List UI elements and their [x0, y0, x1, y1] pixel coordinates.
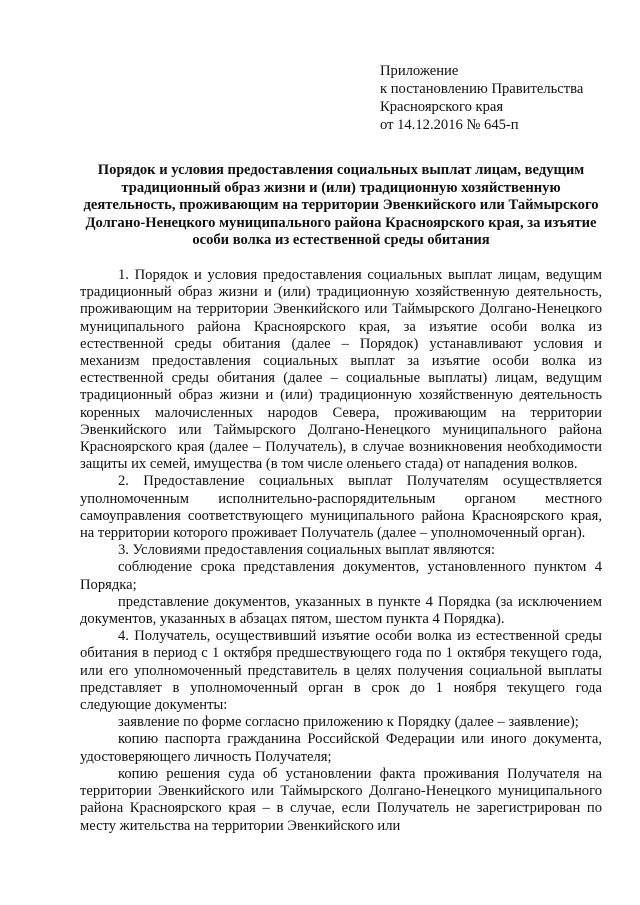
paragraph-4-document-2: копию паспорта гражданина Российской Федерации или иного документа, удостоверяющего личность Получателя; — [80, 731, 602, 765]
paragraph-4-document-1: заявление по форме согласно приложению к Порядку (далее – заявление); — [118, 714, 579, 731]
appendix-line-3: Красноярского края — [380, 99, 504, 115]
paragraph-4: 4. Получатель, осуществивший изъятие особи волка из естественной среды обитания в период с 1 октября предшествующего года по 1 октября текущего года, или его уполномоченный представитель в целях получения социальной выплаты представляет в уполномоченный орган в срок до 1 ноября текущего года следующие документы: — [80, 628, 602, 714]
appendix-block — [380, 62, 620, 134]
appendix-line-2: к постановлению Правительства — [380, 81, 584, 97]
document-title: Порядок и условия предоставления социальных выплат лицам, ведущим традиционный образ жизни и (или) традиционную хозяйственную деятельность, проживающим на территории Эвенкийского или Таймырского Долгано-Ненецкого муниципального района Красноярского края, за изъятие особи волка из естественной среды обитания — [83, 162, 599, 248]
paragraph-2: 2. Предоставление социальных выплат Получателям осуществляется уполномоченным исполнительно-распорядительным органом местного самоуправления соответствующего муниципального района Красноярского края, на территории которого проживает Получатель (далее – уполномоченный орган). — [80, 473, 602, 542]
appendix-line-1: Приложение — [380, 63, 459, 79]
paragraph-3-condition-2: представление документов, указанных в пункте 4 Порядка (за исключением документов, указанных в абзацах пятом, шестом пункта 4 Порядка). — [80, 593, 602, 628]
paragraph-1: 1. Порядок и условия предоставления социальных выплат лицам, ведущим традиционный образ жизни и (или) традиционную хозяйственную деятельность, проживающим на территории Эвенкийского или Таймырского Долгано-Ненецкого муниципального района Красноярского края, за изъятие особи волка из естественной среды обитания (далее – Порядок) устанавливают условия и механизм предоставления социальных выплат за изъятие особи волка из естественной среды обитания (далее – социальные выплаты) лицам, ведущим традиционный образ жизни и (или) традиционную хозяйственную деятельность коренных малочисленных народов Севера, проживающим на территории Эвенкийского или Таймырского Долгано-Ненецкого муниципального района Красноярского края (далее – Получатель), в случае возникновения необходимости защиты их семей, имущества (в том числе оленьего стада) от нападения волков. — [80, 267, 602, 473]
appendix-line-4: от 14.12.2016 № 645-п — [380, 117, 519, 133]
document-body — [80, 267, 602, 835]
paragraph-3: 3. Условиями предоставления социальных выплат являются: — [118, 542, 496, 559]
paragraph-4-document-3: копию решения суда об установлении факта проживания Получателя на территории Эвенкийского или Таймырского Долгано-Ненецкого муниципального района Красноярского края – в случае, если Получатель не зарегистрирован по месту жительства на территории Эвенкийского или — [80, 765, 602, 834]
paragraph-3-condition-1: соблюдение срока представления документов, установленного пунктом 4 Порядка; — [80, 559, 602, 593]
